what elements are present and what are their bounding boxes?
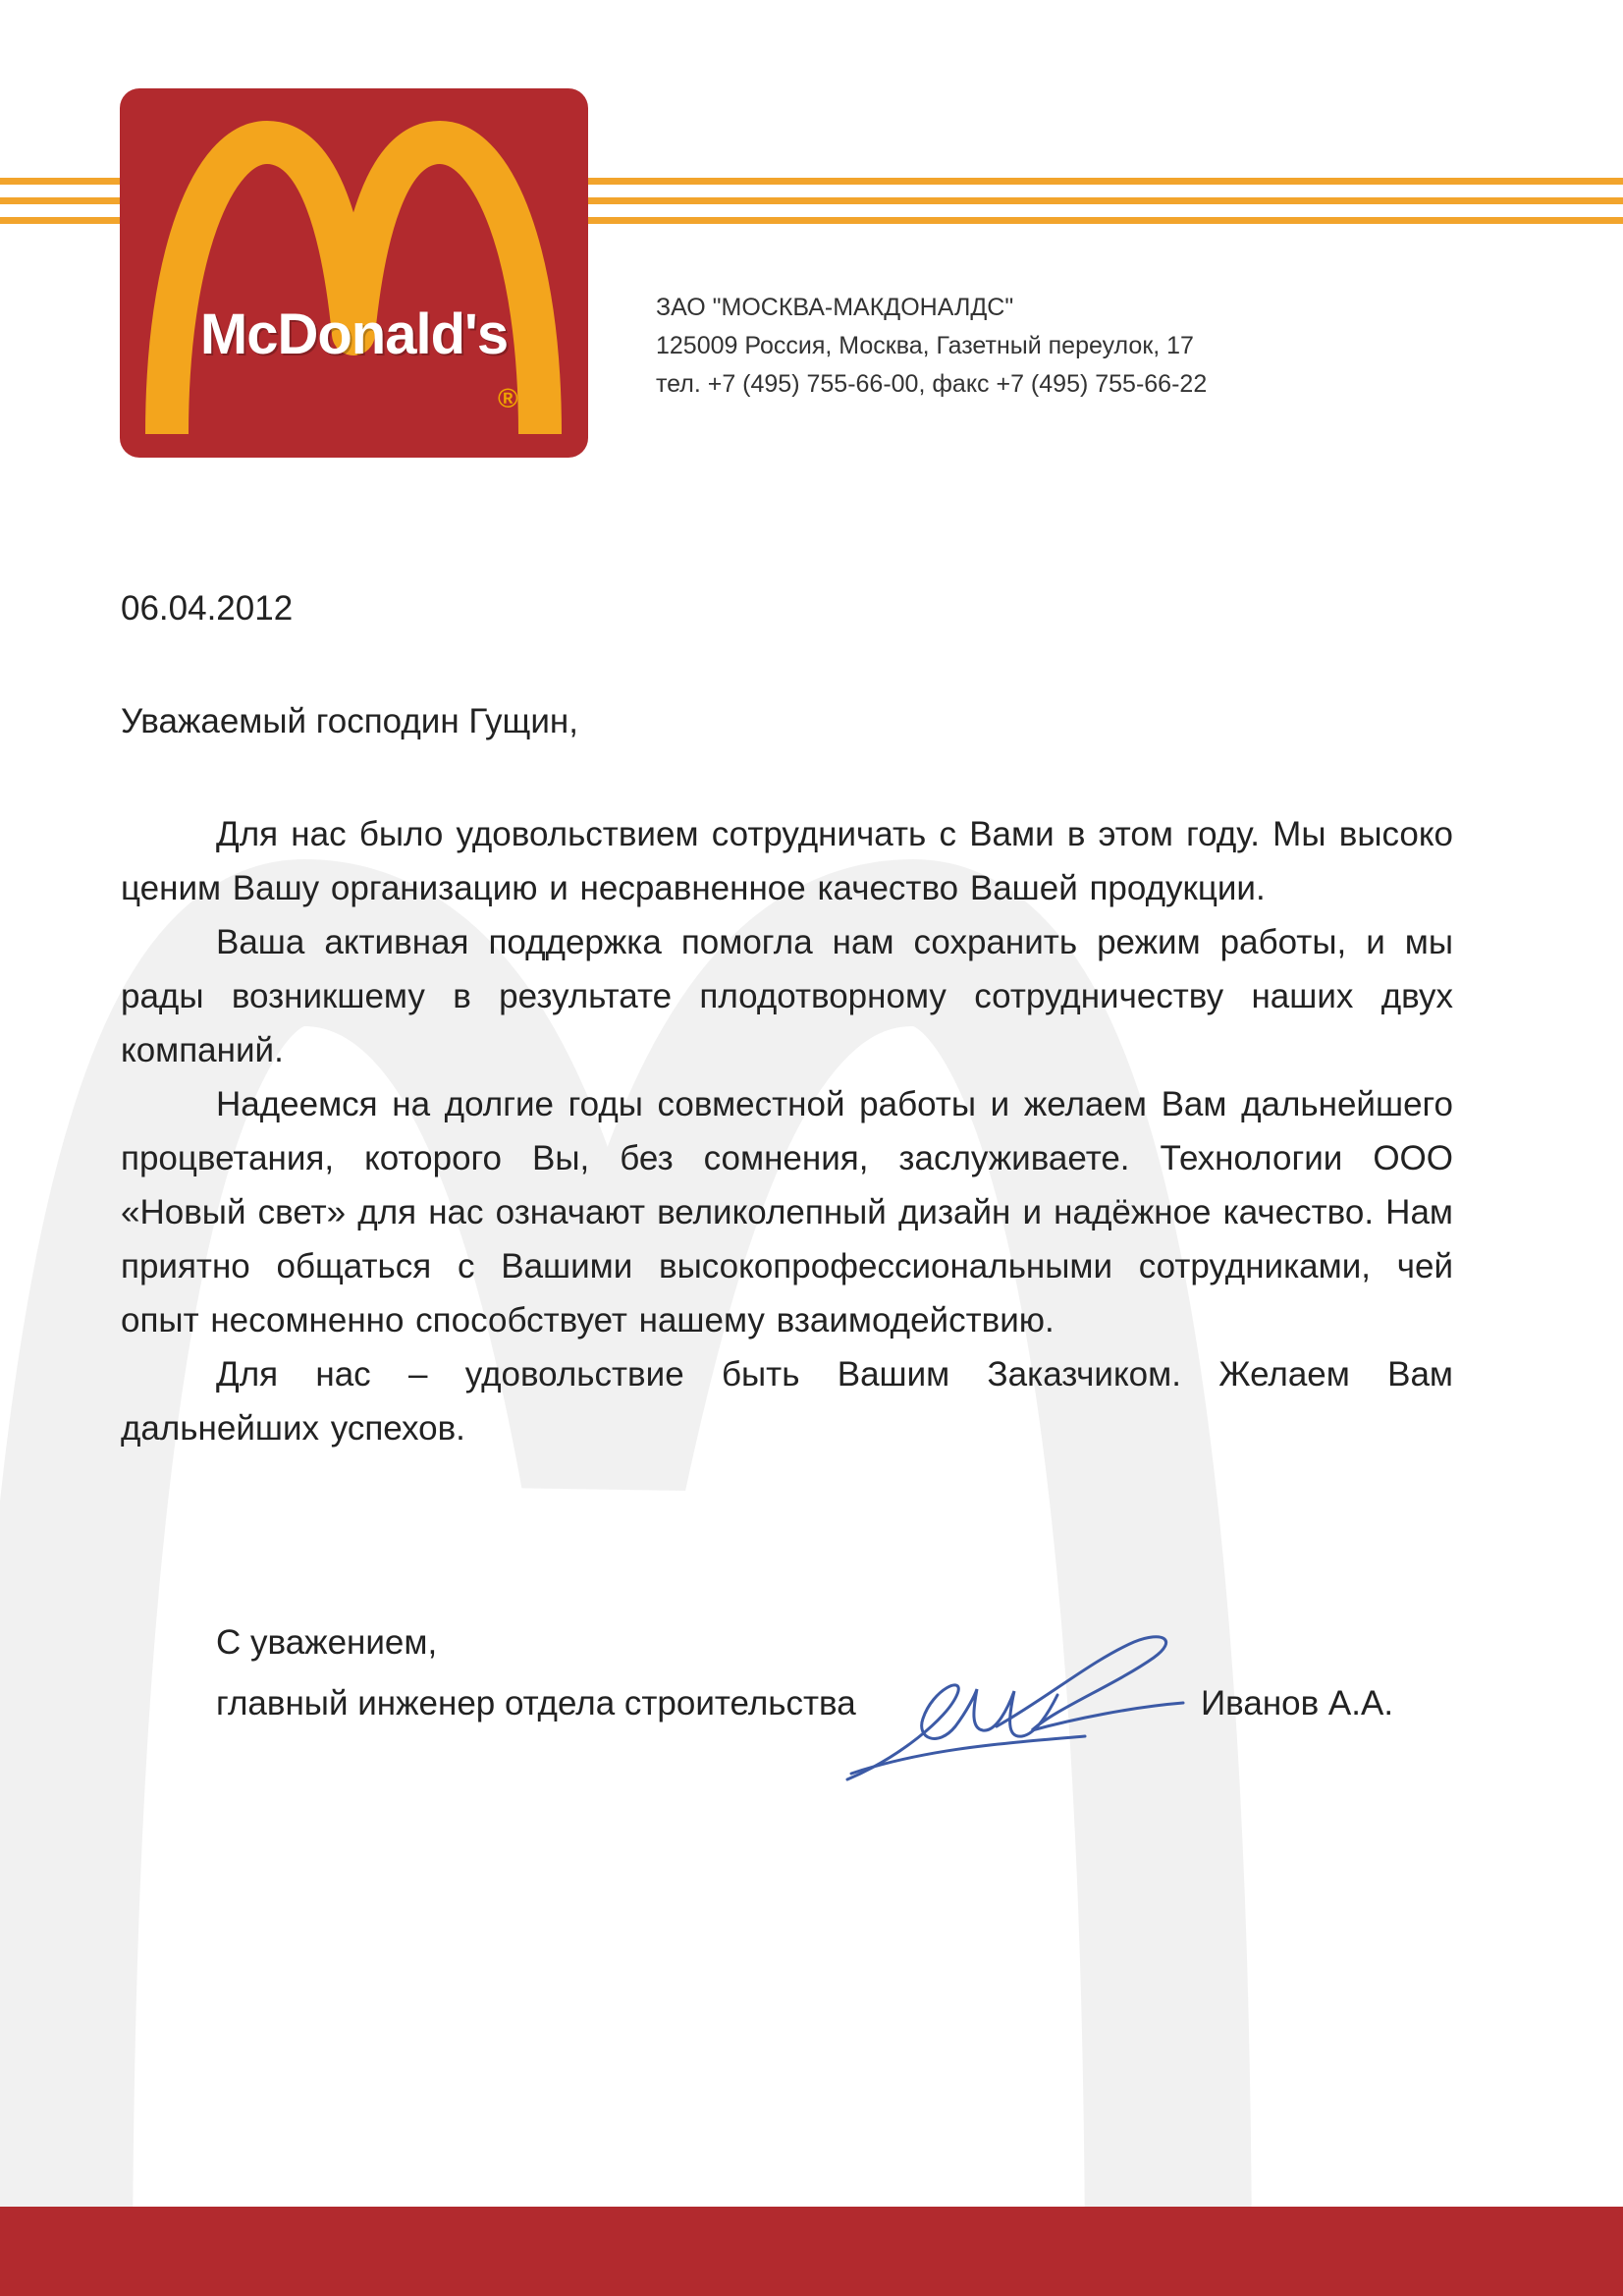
letter-paragraph: Ваша активная поддержка помогла нам сохранить режим работы, и мы рады возникшему в результате плодотворному сотрудничеству наших двух компаний. [121,923,1453,1069]
closing-block [216,1613,856,1734]
letter-paragraph: Для нас – удовольствие быть Вашим Заказчиком. Желаем Вам дальнейших успехов. [121,1355,1453,1448]
company-address: 125009 Россия, Москва, Газетный переулок, 17 [656,332,1194,359]
letter-greeting: Уважаемый господин Гущин, [121,702,578,740]
brand-name: McDonald's [199,302,509,366]
letter-date: 06.04.2012 [121,589,294,628]
letter-body [121,807,1453,1455]
company-info [656,289,1343,404]
letter-paragraph: Надеемся на долгие годы совместной работы и желаем Вам дальнейшего процветания, которого Вы, без сомнения, заслуживаете. Технологии ООО «Новый свет» для нас означают великолепный дизайн и надёжное качество. Нам приятно общаться с Вашими высокопрофессиональными сотрудниками, чей опыт несомненно способствует нашему взаимодействию. [121,1085,1453,1339]
closing-phrase: С уважением, [216,1623,438,1662]
registered-mark: ® [498,383,518,413]
signature-icon [839,1601,1213,1797]
footer-bar [0,2207,1623,2296]
signer-title: главный инженер отдела строительства [216,1684,856,1722]
company-phones: тел. +7 (495) 755-66-00, факс +7 (495) 755-66-22 [656,370,1208,398]
signer-name: Иванов А.А. [1201,1684,1394,1722]
letter-paragraph: Для нас было удовольствием сотрудничать с Вами в этом году. Мы высоко ценим Вашу организацию и несравненное качество Вашей продукции. [121,815,1453,907]
mcdonalds-logo [120,88,588,458]
company-name: ЗАО "МОСКВА-МАКДОНАЛДС" [656,294,1014,321]
